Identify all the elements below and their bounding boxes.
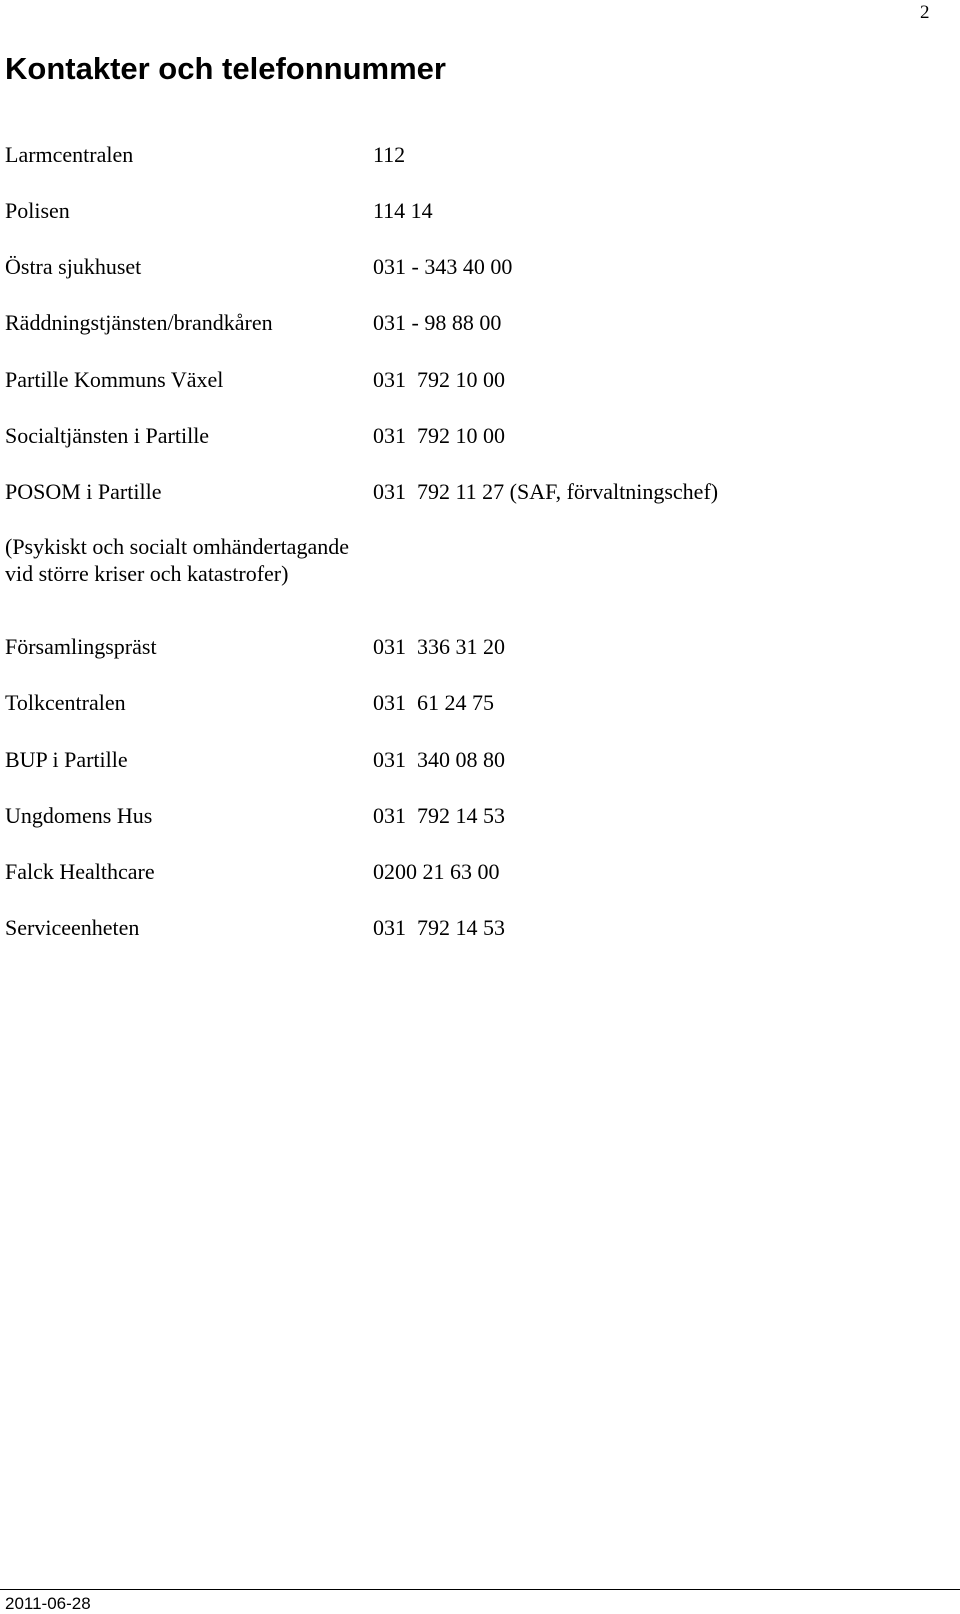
contact-number: 031 61 24 75 (373, 690, 494, 715)
contact-number: 112 (373, 142, 406, 167)
contact-name: POSOM i Partille (5, 479, 162, 504)
contact-number: 031 340 08 80 (373, 747, 505, 772)
contact-number: 031 336 31 20 (373, 634, 505, 659)
contact-name: Östra sjukhuset (5, 254, 142, 279)
contact-number: 031 792 10 00 (373, 367, 505, 392)
contact-name: Församlingspräst (5, 634, 157, 659)
contact-name: Partille Kommuns Växel (5, 367, 224, 392)
contact-name: Falck Healthcare (5, 859, 155, 884)
contact-number: 031 - 98 88 00 (373, 310, 502, 335)
footer-divider (0, 1589, 960, 1590)
contact-number: 031 792 10 00 (373, 423, 505, 448)
contact-name: BUP i Partille (5, 747, 128, 772)
contact-number: 031 792 14 53 (373, 803, 505, 828)
contact-name: Serviceenheten (5, 915, 140, 940)
contact-name: Räddningstjänsten/brandkåren (5, 310, 273, 335)
page-title: Kontakter och telefonnummer (5, 51, 446, 86)
contact-name: Ungdomens Hus (5, 803, 153, 828)
contact-number: 031 792 14 53 (373, 915, 505, 940)
contact-note: (Psykiskt och socialt omhändertagande vid större kriser och katastrofer) (5, 534, 349, 586)
contact-number: 031 792 11 27 (SAF, förvaltningschef) (373, 479, 719, 504)
contact-name: Socialtjänsten i Partille (5, 423, 210, 448)
contact-name: Tolkcentralen (5, 690, 126, 715)
contact-name: Polisen (5, 198, 70, 223)
contact-name: Larmcentralen (5, 142, 134, 167)
contact-number: 0200 21 63 00 (373, 859, 500, 884)
contact-number: 114 14 (373, 198, 433, 223)
page-number: 2 (920, 2, 930, 23)
contact-number: 031 - 343 40 00 (373, 254, 513, 279)
footer-date: 2011-06-28 (5, 1594, 91, 1613)
